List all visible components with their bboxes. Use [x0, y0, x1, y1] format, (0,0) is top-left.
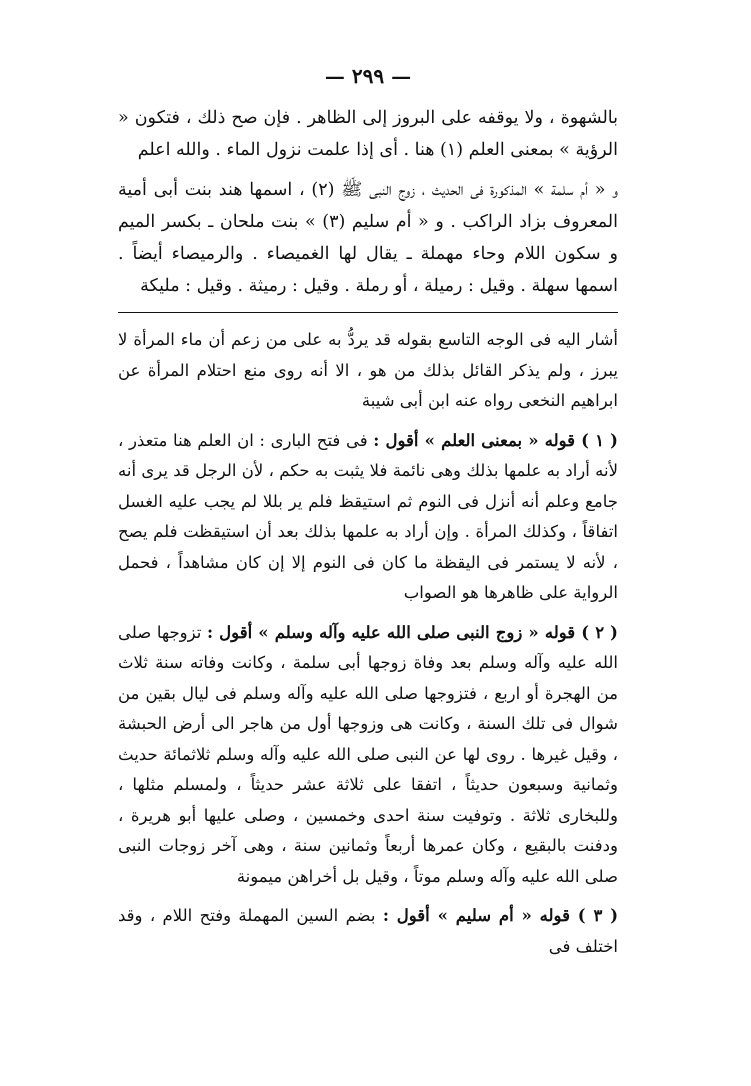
footnote-text: فى فتح البارى : ان العلم هنا متعذر ، لأنه أراد به علمها بذلك وهى نائمة فلا يثبت به حكم ، لأن الرجل قد يرى أنه جامع وعلم أنه أنزل فى النوم ثم استيقظ فلم ير بللا لم يجب عليه الغسل اتفاقاً ، وكذلك المرأة . وإن أراد به علمها بذلك بعد أن استيقظت فلم يصح ، لأنه لا يستمر فى اليقظة ما كان فى النوم إلا إن كان مشاهداً ، فحمل الرواية على ظاهرها هو الصواب — [118, 430, 618, 602]
footnote-text: أشار اليه فى الوجه التاسع بقوله قد يردُّ به على من زعم أن ماء المرأة لا يبرز ، ولم يذكر القائل بذلك من هو ، الا أنه روى منع احتلام المرأة عن ابراهيم النخعى رواه عنه ابن أبى شيبة — [118, 330, 618, 410]
footnote-2 — [118, 618, 618, 893]
footnote-label: ( ١ ) قوله « بمعنى العلم » أقول : — [373, 430, 618, 450]
footnote-separator — [118, 312, 618, 313]
footnotes — [118, 325, 618, 962]
main-paragraph-2: و « أم سلمة » المذكورة فى الحديث ، زوج النبى ﷺ (٢) ، اسمها هند بنت أبى أمية المعروف بزاد الراكب . و « أم سليم (٣) » بنت ملحان ـ بكسر الميم و سكون اللام وحاء مهملة ـ يقال لها الغميصاء . والرميصاء أيضاً . اسمها سهلة . وقيل : رميلة ، أو رملة . وقيل : رميثة . وقيل : مليكة — [118, 180, 619, 296]
page-number: — ٢٩٩ — — [324, 64, 412, 88]
footnote-label: ( ٣ ) قوله « أم سليم » أقول : — [382, 906, 619, 925]
footnote-3 — [118, 901, 618, 962]
book-page — [118, 64, 618, 962]
footnote-text: تزوجها صلى الله عليه وآله وسلم بعد وفاة زوجها أبى سلمة ، وكانت وفاته سنة ثلاث من الهجرة أو اربع ، فتزوجها صلى الله عليه وآله وسلم فى ليال بقين من شوال فى تلك السنة ، وكانت هى وزوجها أول من هاجر الى أرض الحبشة ، وقيل غيرها . روى لها عن النبى صلى الله عليه وآله وسلم ثلاثمائة حديث وثمانية وسبعون حديثاً ، اتفقا على ثلاثة عشر حديثاً ، ولمسلم مثلها ، وللبخارى ثلاثة . وتوفيت سنة احدى وخمسين ، وصلى عليها أبو هريرة ، ودفنت بالبقيع ، وكان عمرها أربعاً وثمانين سنة ، وهى آخر زوجات النبى صلى الله عليه وآله وسلم موتاً ، وقيل بل أخراهن ميمونة — [118, 622, 618, 886]
footnote-text: بضم السين المهملة وفتح اللام ، وقد اختلف فى — [118, 906, 618, 956]
footnote-label: ( ٢ ) قوله « زوج النبى صلى الله عليه وآله وسلم » أقول : — [206, 622, 618, 642]
main-text — [118, 102, 618, 302]
main-paragraph-1: بالشهوة ، ولا يوقفه على البروز إلى الظاهر . فإن صح ذلك ، فتكون « الرؤية » بمعنى العلم (١) هنا . أى إذا علمت نزول الماء . والله اعلم — [118, 108, 618, 160]
footnote-continuation — [118, 325, 618, 417]
footnote-1 — [118, 426, 618, 609]
